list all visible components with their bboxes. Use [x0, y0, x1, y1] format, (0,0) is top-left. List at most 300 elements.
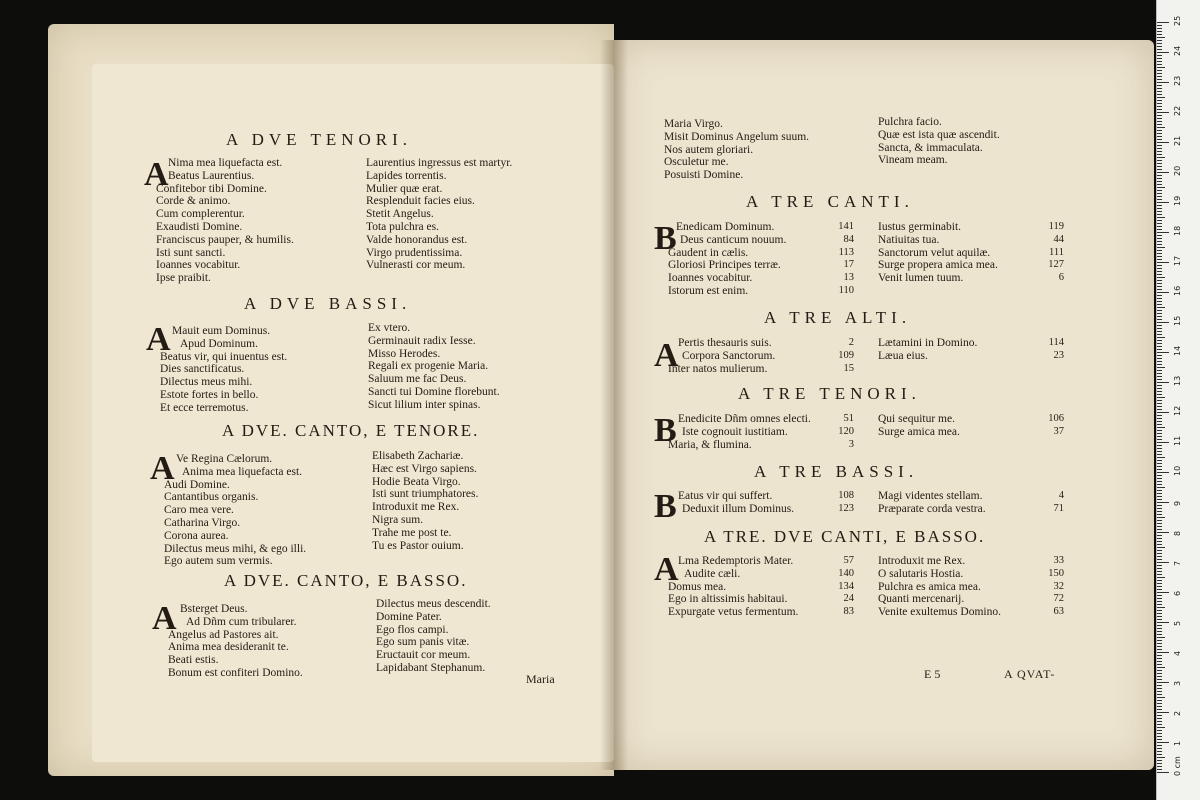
ruler-minor-tick — [1157, 526, 1162, 527]
ruler-minor-tick — [1157, 43, 1162, 44]
ruler-minor-tick — [1157, 523, 1162, 524]
list-item: Catharina Virgo. — [164, 516, 241, 529]
column-left — [668, 555, 854, 619]
list-item — [668, 234, 854, 247]
page-number: 57 — [843, 555, 854, 566]
page-number: 150 — [1048, 567, 1064, 579]
item-title: Expurgate vetus fermentum. — [668, 606, 799, 619]
item-title: Læua eius. — [878, 349, 928, 362]
ruler-minor-tick — [1157, 406, 1162, 407]
ruler-minor-tick — [1157, 367, 1165, 368]
list-item — [878, 234, 1064, 247]
ruler-minor-tick — [1157, 550, 1162, 551]
ruler-minor-tick — [1157, 79, 1162, 80]
ruler-minor-tick — [1157, 529, 1162, 530]
list-item: Isti sunt sancti. — [156, 246, 226, 259]
ruler-minor-tick — [1157, 370, 1162, 371]
list-item — [878, 568, 1064, 581]
item-title: Venite exultemus Domino. — [878, 606, 1001, 619]
ruler-major-tick — [1157, 22, 1169, 23]
ruler-minor-tick — [1157, 253, 1162, 254]
ruler-minor-tick — [1157, 241, 1162, 242]
list-item: Sicut lilium inter spinas. — [368, 398, 481, 411]
page-number: 17 — [843, 259, 854, 271]
item-title: Corpora Sanctorum. — [682, 349, 776, 362]
list-item: Corona aurea. — [164, 529, 229, 542]
column-left — [668, 490, 854, 516]
ruler-minor-tick — [1157, 334, 1162, 335]
ruler-minor-tick — [1157, 67, 1165, 68]
ruler-minor-tick — [1157, 73, 1162, 74]
ruler-minor-tick — [1157, 250, 1162, 251]
ruler-minor-tick — [1157, 421, 1162, 422]
item-title: Præparate corda vestra. — [878, 502, 986, 515]
ruler-major-tick — [1157, 712, 1169, 713]
ruler-minor-tick — [1157, 70, 1162, 71]
list-item: Bsterget Deus. — [180, 603, 248, 615]
list-item — [878, 221, 1064, 234]
section-heading: A TRE BASSI. — [754, 462, 919, 481]
list-item: Ipse praibit. — [156, 272, 211, 285]
ruler-minor-tick — [1157, 661, 1162, 662]
ruler-minor-tick — [1157, 196, 1162, 197]
list-item: Mulier quæ erat. — [366, 182, 443, 195]
ruler-minor-tick — [1157, 97, 1165, 98]
list-item — [878, 337, 1064, 350]
list-item: Lapides torrentis. — [366, 169, 447, 182]
ruler-minor-tick — [1157, 154, 1162, 155]
ruler-minor-tick — [1157, 274, 1162, 275]
ruler-minor-tick — [1157, 646, 1162, 647]
page-number: 83 — [843, 606, 854, 618]
ruler-minor-tick — [1157, 673, 1162, 674]
ruler-minor-tick — [1157, 313, 1162, 314]
ruler-minor-tick — [1157, 418, 1162, 419]
list-item: Quæ est ista quæ ascendit. — [878, 128, 1000, 141]
drop-cap: A — [150, 450, 175, 487]
ruler-minor-tick — [1157, 247, 1165, 248]
item-title: Pertis thesauris suis. — [678, 337, 772, 349]
list-item: Osculetur me. — [664, 156, 729, 169]
drop-cap: B — [654, 412, 677, 449]
ruler-minor-tick — [1157, 301, 1162, 302]
drop-cap: A — [144, 156, 169, 193]
ruler-minor-tick — [1157, 499, 1162, 500]
list-item — [668, 490, 854, 503]
list-item — [668, 426, 854, 439]
ruler-minor-tick — [1157, 148, 1162, 149]
ruler-label: 11 — [1173, 435, 1182, 446]
item-title: Enedicite Dñm omnes electi. — [678, 413, 811, 425]
ruler-minor-tick — [1157, 448, 1162, 449]
ruler-minor-tick — [1157, 175, 1162, 176]
ruler-minor-tick — [1157, 730, 1162, 731]
ruler-minor-tick — [1157, 100, 1162, 101]
continued-column-right — [878, 116, 1078, 167]
ruler-minor-tick — [1157, 235, 1162, 236]
ruler-minor-tick — [1157, 508, 1162, 509]
ruler-minor-tick — [1157, 745, 1162, 746]
ruler-label: 7 — [1173, 560, 1182, 566]
ruler-minor-tick — [1157, 520, 1162, 521]
ruler-label: 1 — [1173, 740, 1182, 746]
item-title: Ioannes vocabitur. — [668, 272, 753, 285]
ruler-minor-tick — [1157, 37, 1165, 38]
ruler-label: 2 — [1173, 710, 1182, 716]
ruler-minor-tick — [1157, 298, 1162, 299]
list-item: Lapidabant Stephanum. — [376, 661, 486, 674]
list-item — [668, 413, 854, 426]
list-item: Beati estis. — [168, 654, 219, 667]
ruler-minor-tick — [1157, 568, 1162, 569]
ruler-minor-tick — [1157, 739, 1162, 740]
ruler-minor-tick — [1157, 580, 1162, 581]
ruler-minor-tick — [1157, 34, 1162, 35]
page-number: 108 — [838, 490, 854, 501]
ruler-minor-tick — [1157, 346, 1162, 347]
ruler-minor-tick — [1157, 211, 1162, 212]
ruler-label: 0 cm — [1173, 756, 1182, 776]
ruler-minor-tick — [1157, 691, 1162, 692]
list-item — [878, 503, 1064, 516]
ruler-label: 13 — [1173, 375, 1182, 386]
column-left — [160, 325, 360, 415]
ruler-minor-tick — [1157, 280, 1162, 281]
ruler-minor-tick — [1157, 679, 1162, 680]
ruler-minor-tick — [1157, 118, 1162, 119]
ruler-minor-tick — [1157, 331, 1162, 332]
ruler-minor-tick — [1157, 40, 1162, 41]
ruler-minor-tick — [1157, 664, 1162, 665]
page-number: 84 — [843, 233, 854, 245]
ruler-major-tick — [1157, 112, 1169, 113]
ruler-minor-tick — [1157, 619, 1162, 620]
ruler-major-tick — [1157, 442, 1169, 443]
item-title: Pulchra es amica mea. — [878, 580, 981, 593]
item-title: Sanctorum velut aquilæ. — [878, 246, 991, 259]
ruler-minor-tick — [1157, 181, 1162, 182]
page-number: 141 — [838, 221, 854, 232]
ruler-label: 15 — [1173, 315, 1182, 326]
page-number: 23 — [1053, 349, 1064, 361]
column-left — [164, 453, 364, 568]
ruler-minor-tick — [1157, 397, 1165, 398]
ruler-minor-tick — [1157, 751, 1162, 752]
ruler-minor-tick — [1157, 121, 1162, 122]
ruler-minor-tick — [1157, 94, 1162, 95]
ruler-label: 17 — [1173, 255, 1182, 266]
list-item: Bonum est confiteri Domino. — [168, 666, 303, 679]
page-number: 13 — [843, 272, 854, 284]
ruler-minor-tick — [1157, 229, 1162, 230]
list-item: Saluum me fac Deus. — [368, 373, 467, 386]
list-item — [668, 247, 854, 260]
list-item: Nos autem gloriari. — [664, 143, 754, 156]
ruler-minor-tick — [1157, 127, 1165, 128]
list-item: Dies sanctificatus. — [160, 363, 245, 376]
ruler-minor-tick — [1157, 655, 1162, 656]
page-number: 33 — [1053, 555, 1064, 566]
ruler-minor-tick — [1157, 319, 1162, 320]
ruler-minor-tick — [1157, 433, 1162, 434]
ruler-minor-tick — [1157, 616, 1162, 617]
ruler-minor-tick — [1157, 199, 1162, 200]
ruler-minor-tick — [1157, 454, 1162, 455]
item-title: Lma Redemptoris Mater. — [678, 555, 794, 567]
ruler-minor-tick — [1157, 490, 1162, 491]
ruler-minor-tick — [1157, 400, 1162, 401]
ruler-minor-tick — [1157, 598, 1162, 599]
page-number: 37 — [1053, 425, 1064, 437]
ruler-minor-tick — [1157, 88, 1162, 89]
list-item — [668, 363, 854, 376]
page-number: 51 — [843, 413, 854, 424]
list-item: Nigra sum. — [372, 513, 424, 526]
section-heading: A DVE. CANTO, E TENORE. — [222, 421, 480, 440]
page-number: 123 — [838, 502, 854, 514]
ruler-minor-tick — [1157, 145, 1162, 146]
list-item: Maria Virgo. — [664, 118, 723, 130]
ruler-minor-tick — [1157, 361, 1162, 362]
ruler-minor-tick — [1157, 283, 1162, 284]
page-number: 119 — [1048, 221, 1064, 232]
column-right — [878, 337, 1064, 363]
ruler-minor-tick — [1157, 586, 1162, 587]
ruler-label: 3 — [1173, 680, 1182, 686]
ruler-major-tick — [1157, 682, 1169, 683]
ruler-minor-tick — [1157, 760, 1162, 761]
ruler-minor-tick — [1157, 667, 1165, 668]
list-item — [878, 555, 1064, 568]
column-right — [878, 555, 1064, 619]
ruler-minor-tick — [1157, 103, 1162, 104]
ruler-minor-tick — [1157, 31, 1162, 32]
ruler-minor-tick — [1157, 325, 1162, 326]
ruler-minor-tick — [1157, 439, 1162, 440]
page-number: 6 — [1058, 272, 1064, 284]
list-item: Isti sunt triumphatores. — [372, 488, 479, 501]
ruler-minor-tick — [1157, 259, 1162, 260]
list-item: Estote fortes in bello. — [160, 388, 259, 401]
ruler-minor-tick — [1157, 634, 1162, 635]
ruler-minor-tick — [1157, 160, 1162, 161]
ruler-minor-tick — [1157, 130, 1162, 131]
page-number: 44 — [1053, 233, 1064, 245]
ruler-minor-tick — [1157, 460, 1162, 461]
list-item: Virgo prudentissima. — [366, 246, 463, 259]
ruler-major-tick — [1157, 352, 1169, 353]
list-item: Apud Dominum. — [180, 337, 258, 350]
list-item: Laurentius ingressus est martyr. — [366, 157, 513, 169]
list-item: Mauit eum Dominus. — [172, 325, 271, 337]
ruler-major-tick — [1157, 652, 1169, 653]
ruler-minor-tick — [1157, 733, 1162, 734]
list-item: Elisabeth Zachariæ. — [372, 450, 464, 462]
ruler-minor-tick — [1157, 106, 1162, 107]
column-right — [376, 598, 576, 675]
page-number: 134 — [838, 580, 854, 592]
list-item — [668, 606, 854, 619]
ruler-minor-tick — [1157, 169, 1162, 170]
list-item: Valde honorandus est. — [366, 233, 468, 246]
list-item: Vineam meam. — [878, 154, 948, 167]
list-item: Stetit Angelus. — [366, 208, 434, 221]
ruler-label: 4 — [1173, 650, 1182, 656]
ruler-minor-tick — [1157, 589, 1162, 590]
item-title: Deduxit illum Dominus. — [682, 502, 795, 515]
ruler-minor-tick — [1157, 601, 1162, 602]
ruler-major-tick — [1157, 532, 1169, 533]
ruler-minor-tick — [1157, 694, 1162, 695]
ruler-minor-tick — [1157, 670, 1162, 671]
ruler-label: 23 — [1173, 75, 1182, 86]
ruler-minor-tick — [1157, 757, 1165, 758]
list-item: Ego sum panis vitæ. — [376, 636, 470, 649]
list-item — [668, 337, 854, 350]
ruler-major-tick — [1157, 292, 1169, 293]
ruler-label: 19 — [1173, 195, 1182, 206]
list-item — [878, 413, 1064, 426]
ruler-minor-tick — [1157, 487, 1165, 488]
list-item — [668, 568, 854, 581]
ruler-minor-tick — [1157, 556, 1162, 557]
ruler-minor-tick — [1157, 727, 1165, 728]
ruler-minor-tick — [1157, 478, 1162, 479]
page-number: 106 — [1048, 413, 1064, 424]
item-title: Iste cognouit iustitiam. — [682, 425, 788, 438]
list-item — [668, 503, 854, 516]
ruler-minor-tick — [1157, 718, 1162, 719]
ruler-minor-tick — [1157, 304, 1162, 305]
page-number: 32 — [1053, 580, 1064, 592]
ruler-label: 9 — [1173, 500, 1182, 506]
ruler-minor-tick — [1157, 295, 1162, 296]
page-number: 113 — [838, 246, 854, 258]
ruler-minor-tick — [1157, 541, 1162, 542]
list-item: Corde & animo. — [156, 195, 231, 208]
ruler-label: 20 — [1173, 165, 1182, 176]
ruler-minor-tick — [1157, 685, 1162, 686]
list-item: Ad Dñm cum tribularer. — [186, 615, 297, 628]
item-title: Ego in altissimis habitaui. — [668, 593, 788, 606]
ruler-minor-tick — [1157, 676, 1162, 677]
list-item — [668, 439, 854, 452]
page-number: 110 — [838, 284, 854, 296]
list-item: Germinauit radix Iesse. — [368, 334, 476, 347]
ruler-minor-tick — [1157, 58, 1162, 59]
list-item — [878, 426, 1064, 439]
ruler-minor-tick — [1157, 511, 1162, 512]
ruler-minor-tick — [1157, 76, 1162, 77]
section-heading: A DVE BASSI. — [244, 294, 412, 313]
section-heading: A TRE CANTI. — [746, 192, 914, 211]
ruler-major-tick — [1157, 232, 1169, 233]
ruler-minor-tick — [1157, 514, 1162, 515]
page-number: 4 — [1058, 490, 1064, 501]
ruler-minor-tick — [1157, 91, 1162, 92]
ruler-minor-tick — [1157, 643, 1162, 644]
column-left — [668, 413, 854, 451]
list-item: Posuisti Domine. — [664, 169, 744, 182]
ruler-major-tick — [1157, 502, 1169, 503]
ruler-major-tick — [1157, 772, 1169, 773]
list-item — [668, 221, 854, 234]
ruler-minor-tick — [1157, 343, 1162, 344]
drop-cap: A — [152, 600, 177, 637]
ruler-minor-tick — [1157, 271, 1162, 272]
drop-cap: A — [654, 337, 679, 374]
item-title: Maria, & flumina. — [668, 438, 752, 451]
ruler-minor-tick — [1157, 709, 1162, 710]
item-title: Quanti mercenarij. — [878, 593, 965, 606]
ruler-minor-tick — [1157, 724, 1162, 725]
ruler-minor-tick — [1157, 115, 1162, 116]
ruler-minor-tick — [1157, 475, 1162, 476]
ruler-minor-tick — [1157, 610, 1162, 611]
list-item: Et ecce terremotus. — [160, 401, 249, 414]
ruler-minor-tick — [1157, 373, 1162, 374]
list-item — [668, 272, 854, 285]
ruler-minor-tick — [1157, 64, 1162, 65]
ruler-minor-tick — [1157, 214, 1162, 215]
page-number: 15 — [843, 362, 854, 374]
page-number: 114 — [1048, 337, 1064, 348]
ruler-minor-tick — [1157, 763, 1162, 764]
list-item: Regali ex progenie Maria. — [368, 360, 489, 373]
ruler-minor-tick — [1157, 766, 1162, 767]
ruler-minor-tick — [1157, 208, 1162, 209]
ruler-minor-tick — [1157, 307, 1165, 308]
ruler-minor-tick — [1157, 289, 1162, 290]
ruler-minor-tick — [1157, 604, 1162, 605]
list-item: Ex vtero. — [368, 322, 411, 334]
item-title: Domus mea. — [668, 580, 727, 593]
page-number: 2 — [848, 337, 854, 348]
list-item: Introduxit me Rex. — [372, 501, 460, 514]
ruler-minor-tick — [1157, 613, 1162, 614]
list-item — [878, 606, 1064, 619]
ruler-label: 6 — [1173, 590, 1182, 596]
page-number: 72 — [1053, 593, 1064, 605]
item-title: Natiuitas tua. — [878, 233, 940, 246]
section-heading: A DVE TENORI. — [226, 130, 413, 149]
list-item — [668, 593, 854, 606]
section-heading: A TRE TENORI. — [738, 384, 921, 403]
ruler-minor-tick — [1157, 577, 1165, 578]
list-item — [878, 593, 1064, 606]
ruler-minor-tick — [1157, 628, 1162, 629]
list-item: Exaudisti Domine. — [156, 220, 243, 233]
list-item — [668, 581, 854, 594]
ruler-minor-tick — [1157, 379, 1162, 380]
ruler-minor-tick — [1157, 133, 1162, 134]
ruler-minor-tick — [1157, 385, 1162, 386]
ruler-minor-tick — [1157, 721, 1162, 722]
ruler-minor-tick — [1157, 226, 1162, 227]
list-item: Beatus Laurentius. — [168, 169, 255, 182]
drop-cap: B — [654, 488, 677, 525]
ruler-minor-tick — [1157, 574, 1162, 575]
ruler-minor-tick — [1157, 328, 1162, 329]
ruler-major-tick — [1157, 322, 1169, 323]
measuring-ruler — [1156, 0, 1200, 800]
ruler-minor-tick — [1157, 163, 1162, 164]
ruler-minor-tick — [1157, 193, 1162, 194]
item-title: Istorum est enim. — [668, 284, 749, 297]
ruler-major-tick — [1157, 622, 1169, 623]
ruler-minor-tick — [1157, 205, 1162, 206]
ruler-major-tick — [1157, 562, 1169, 563]
